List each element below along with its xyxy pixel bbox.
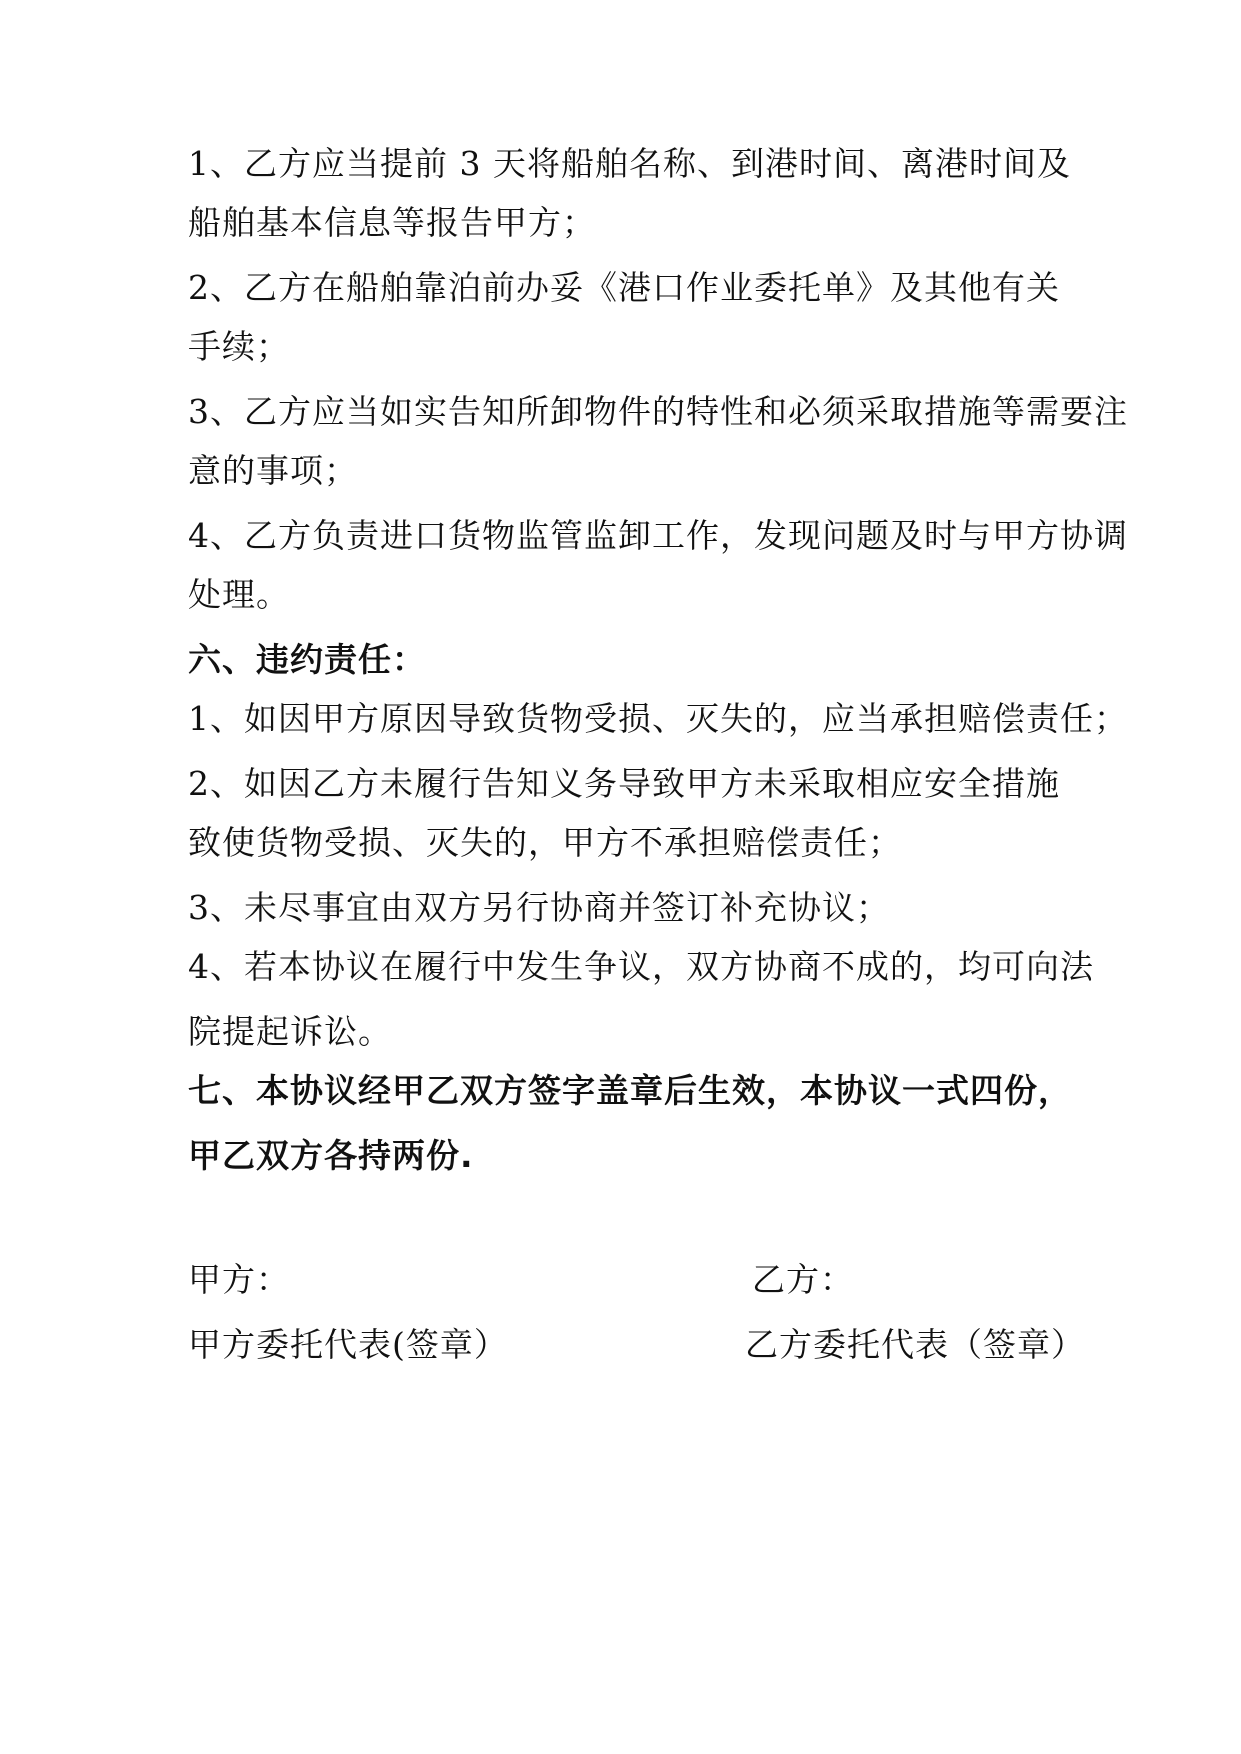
clause-5-1-line-2: 船舶基本信息等报告甲方； bbox=[188, 203, 596, 242]
clause-5-3-line-2: 意的事项； bbox=[188, 451, 358, 490]
clause-6-3: 3、未尽事宜由双方另行协商并签订补充协议； bbox=[188, 888, 890, 927]
clause-5-3-line-1: 3、乙方应当如实告知所卸物件的特性和必须采取措施等需要注 bbox=[188, 392, 1128, 431]
section-seven-line-2: 甲乙双方各持两份. bbox=[188, 1136, 474, 1175]
party-b-representative: 乙方委托代表（签章） bbox=[745, 1325, 1085, 1364]
clause-6-2-line-1: 2、如因乙方未履行告知义务导致甲方未采取相应安全措施 bbox=[188, 764, 1060, 803]
clause-5-4-line-2: 处理。 bbox=[188, 575, 290, 614]
party-a-label: 甲方： bbox=[188, 1260, 290, 1299]
clause-6-1: 1、如因甲方原因导致货物受损、灭失的，应当承担赔偿责任； bbox=[188, 699, 1128, 738]
clause-5-2-line-2: 手续； bbox=[188, 327, 290, 366]
clause-6-2-line-2: 致使货物受损、灭失的，甲方不承担赔偿责任； bbox=[188, 823, 902, 862]
clause-5-2-line-1: 2、乙方在船舶靠泊前办妥《港口作业委托单》及其他有关 bbox=[188, 268, 1060, 307]
clause-5-1-line-1: 1、乙方应当提前 3 天将船舶名称、到港时间、离港时间及 bbox=[188, 144, 1071, 183]
clause-6-4-line-1: 4、若本协议在履行中发生争议，双方协商不成的，均可向法 bbox=[188, 947, 1094, 986]
clause-6-4-line-2: 院提起诉讼。 bbox=[188, 1012, 392, 1051]
section-seven-line-1: 七、本协议经甲乙双方签字盖章后生效，本协议一式四份， bbox=[188, 1071, 1072, 1110]
party-b-label: 乙方： bbox=[752, 1260, 854, 1299]
section-six-heading: 六、违约责任： bbox=[188, 640, 426, 679]
party-a-representative: 甲方委托代表(签章） bbox=[188, 1325, 508, 1364]
clause-5-4-line-1: 4、乙方负责进口货物监管监卸工作，发现问题及时与甲方协调 bbox=[188, 516, 1128, 555]
